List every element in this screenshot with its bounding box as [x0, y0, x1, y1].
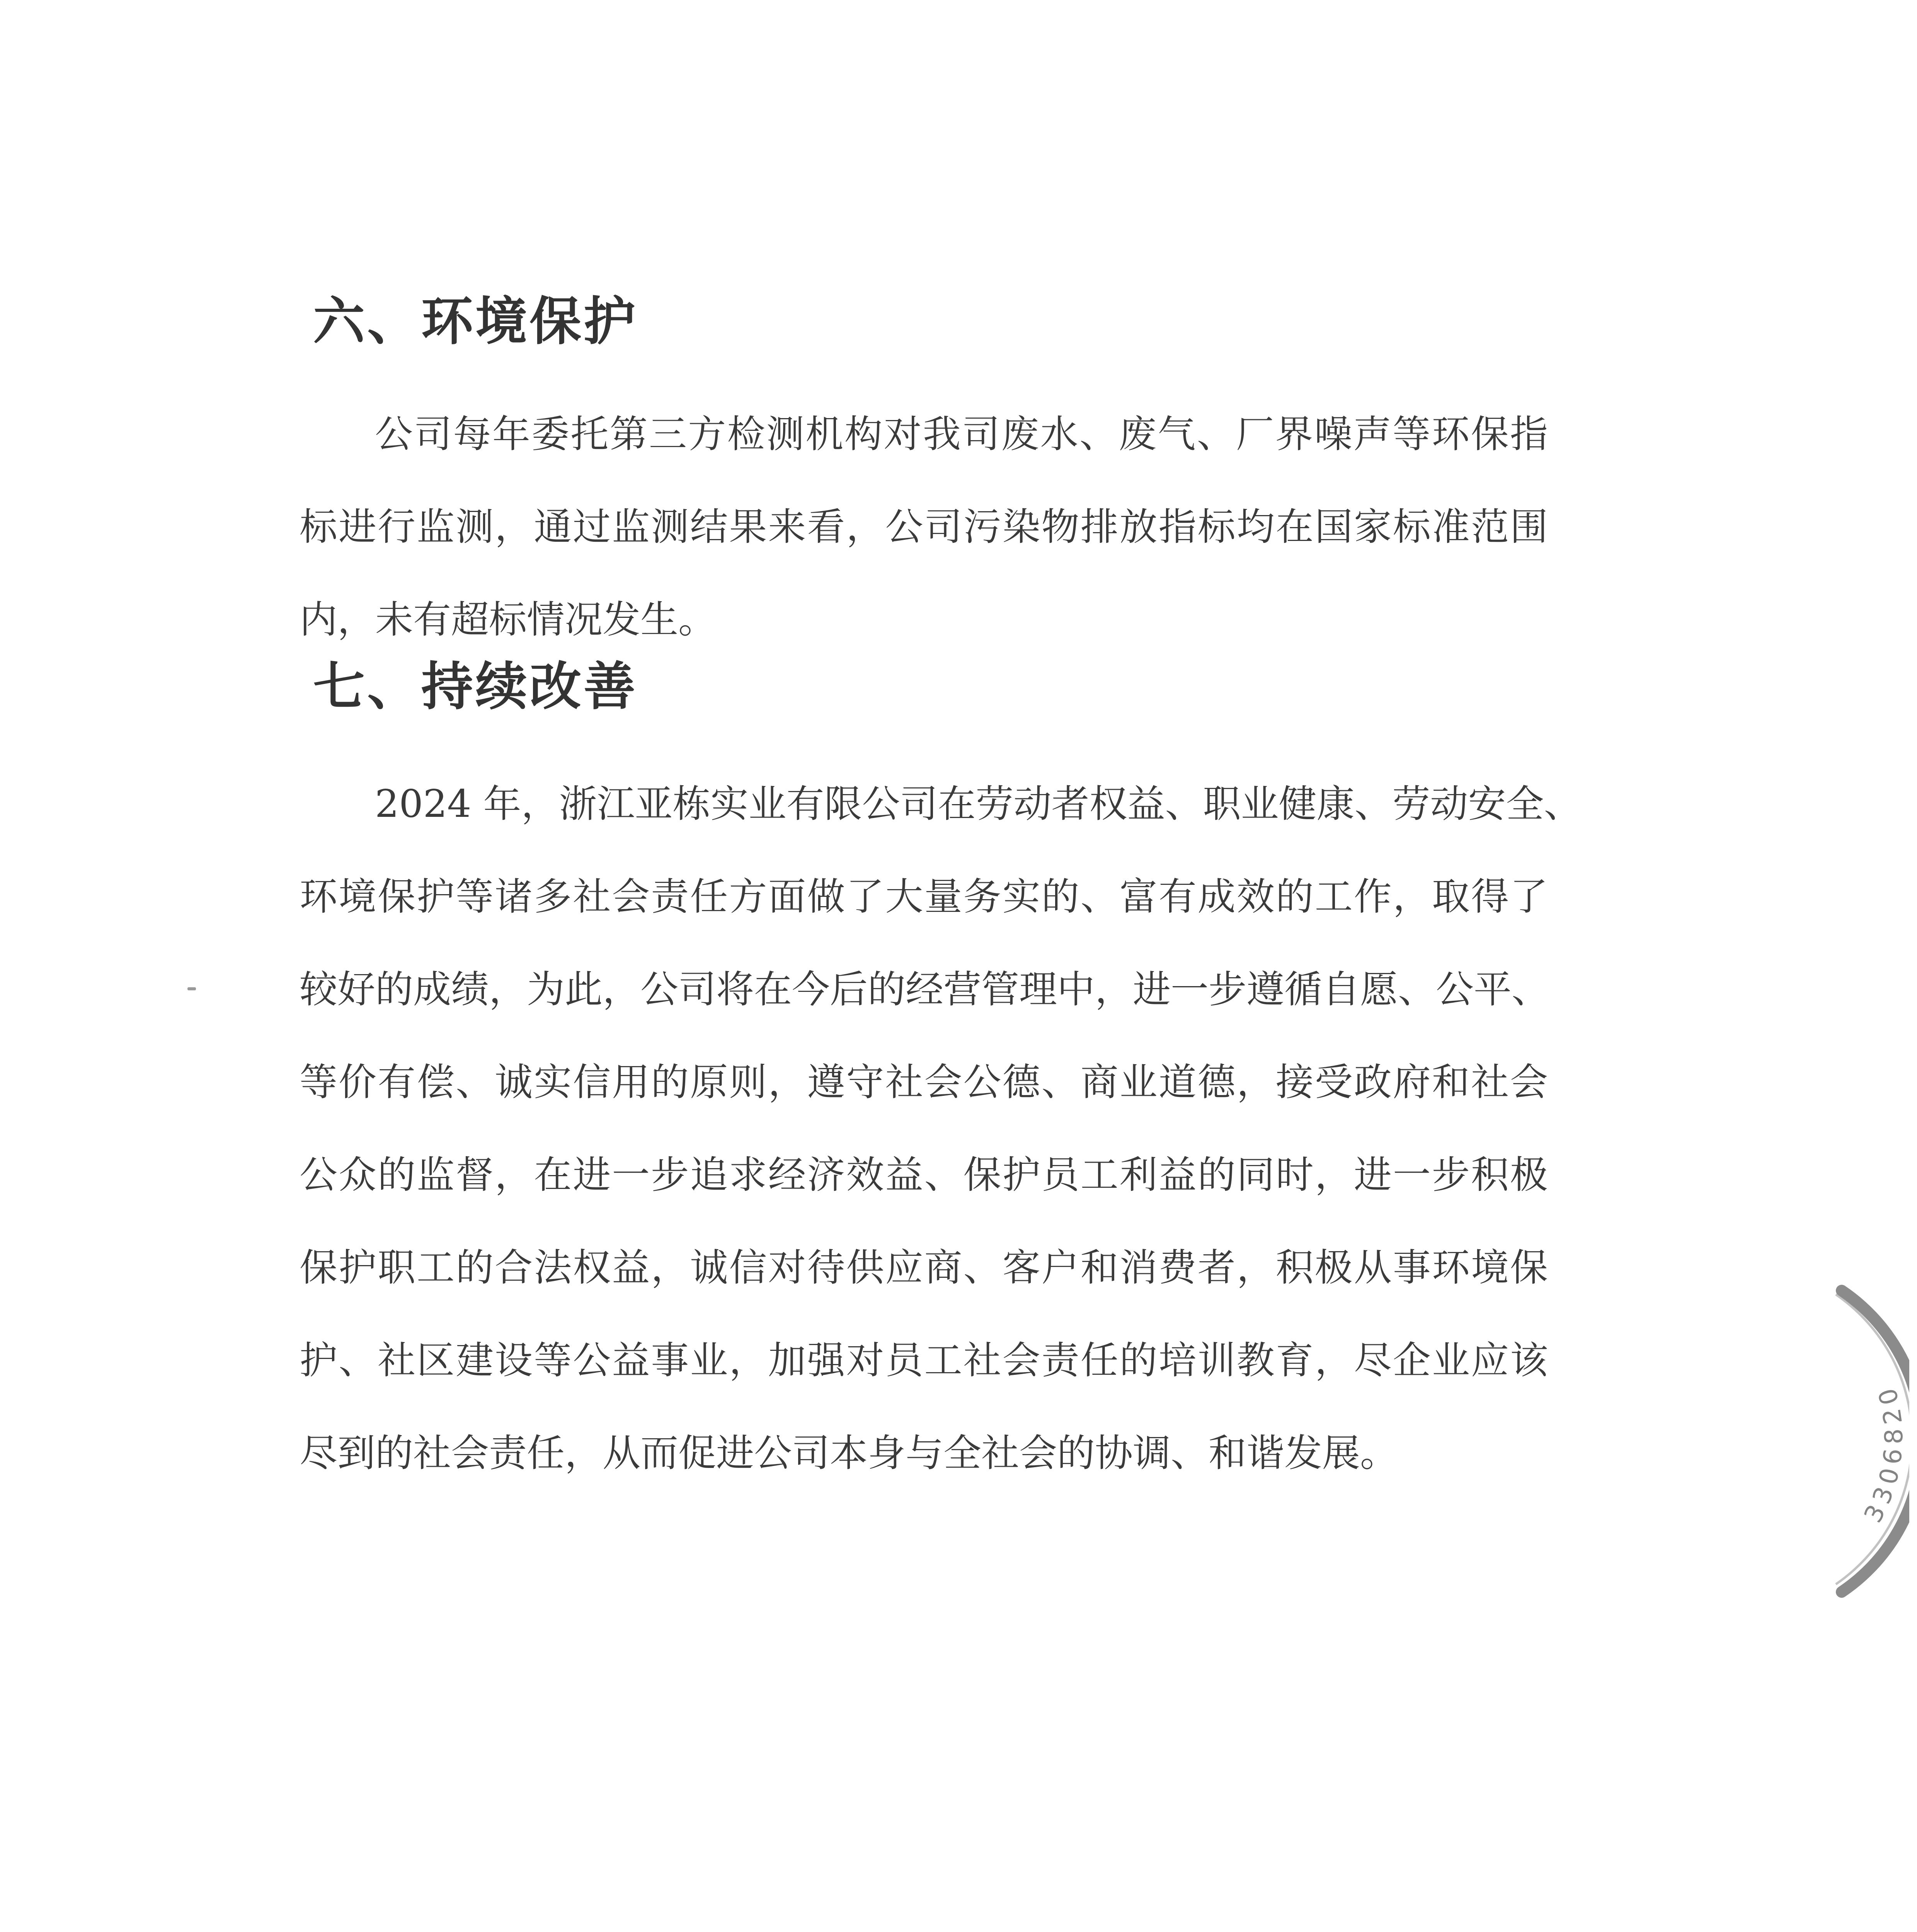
paragraph-line: 公司每年委托第三方检测机构对我司废水、废气、厂界噪声等环保指 — [375, 412, 1548, 456]
company-seal-partial — [1778, 1283, 1909, 1607]
paragraph-line: 标进行监测，通过监测结果来看，公司污染物排放指标均在国家标准范围 — [300, 505, 1548, 549]
paragraph-line: 保护职工的合法权益，诚信对待供应商、客户和消费者，积极从事环境保 — [300, 1246, 1548, 1290]
scan-mark — [187, 987, 196, 990]
seal-graphic — [1778, 1283, 1909, 1607]
paragraph-line: 内，未有超标情况发生。 — [300, 598, 717, 642]
paragraph-line: 公众的监督，在进一步追求经济效益、保护员工利益的同时，进一步积极 — [300, 1153, 1548, 1197]
section-heading-continuous-improvement: 七、持续改善 — [313, 656, 638, 717]
paragraph-line: 尽到的社会责任，从而促进公司本身与全社会的协调、和谐发展。 — [300, 1431, 1398, 1475]
section-heading-environmental-protection: 六、环境保护 — [313, 291, 638, 352]
paragraph-line: 较好的成绩，为此，公司将在今后的经营管理中，进一步遵循自愿、公平、 — [300, 968, 1550, 1012]
paragraph-line: 环境保护等诸多社会责任方面做了大量务实的、富有成效的工作，取得了 — [300, 875, 1548, 919]
svg-text:3306820 — [1859, 1380, 1908, 1527]
paragraph-line: 护、社区建设等公益事业，加强对员工社会责任的培训教育，尽企业应该 — [300, 1338, 1548, 1383]
paragraph-line: 等价有偿、诚实信用的原则，遵守社会公德、商业道德，接受政府和社会 — [300, 1060, 1548, 1104]
seal-text: 3306820 — [1859, 1380, 1909, 1527]
paragraph-line: 2024 年，浙江亚栋实业有限公司在劳动者权益、职业健康、劳动安全、 — [375, 782, 1582, 826]
